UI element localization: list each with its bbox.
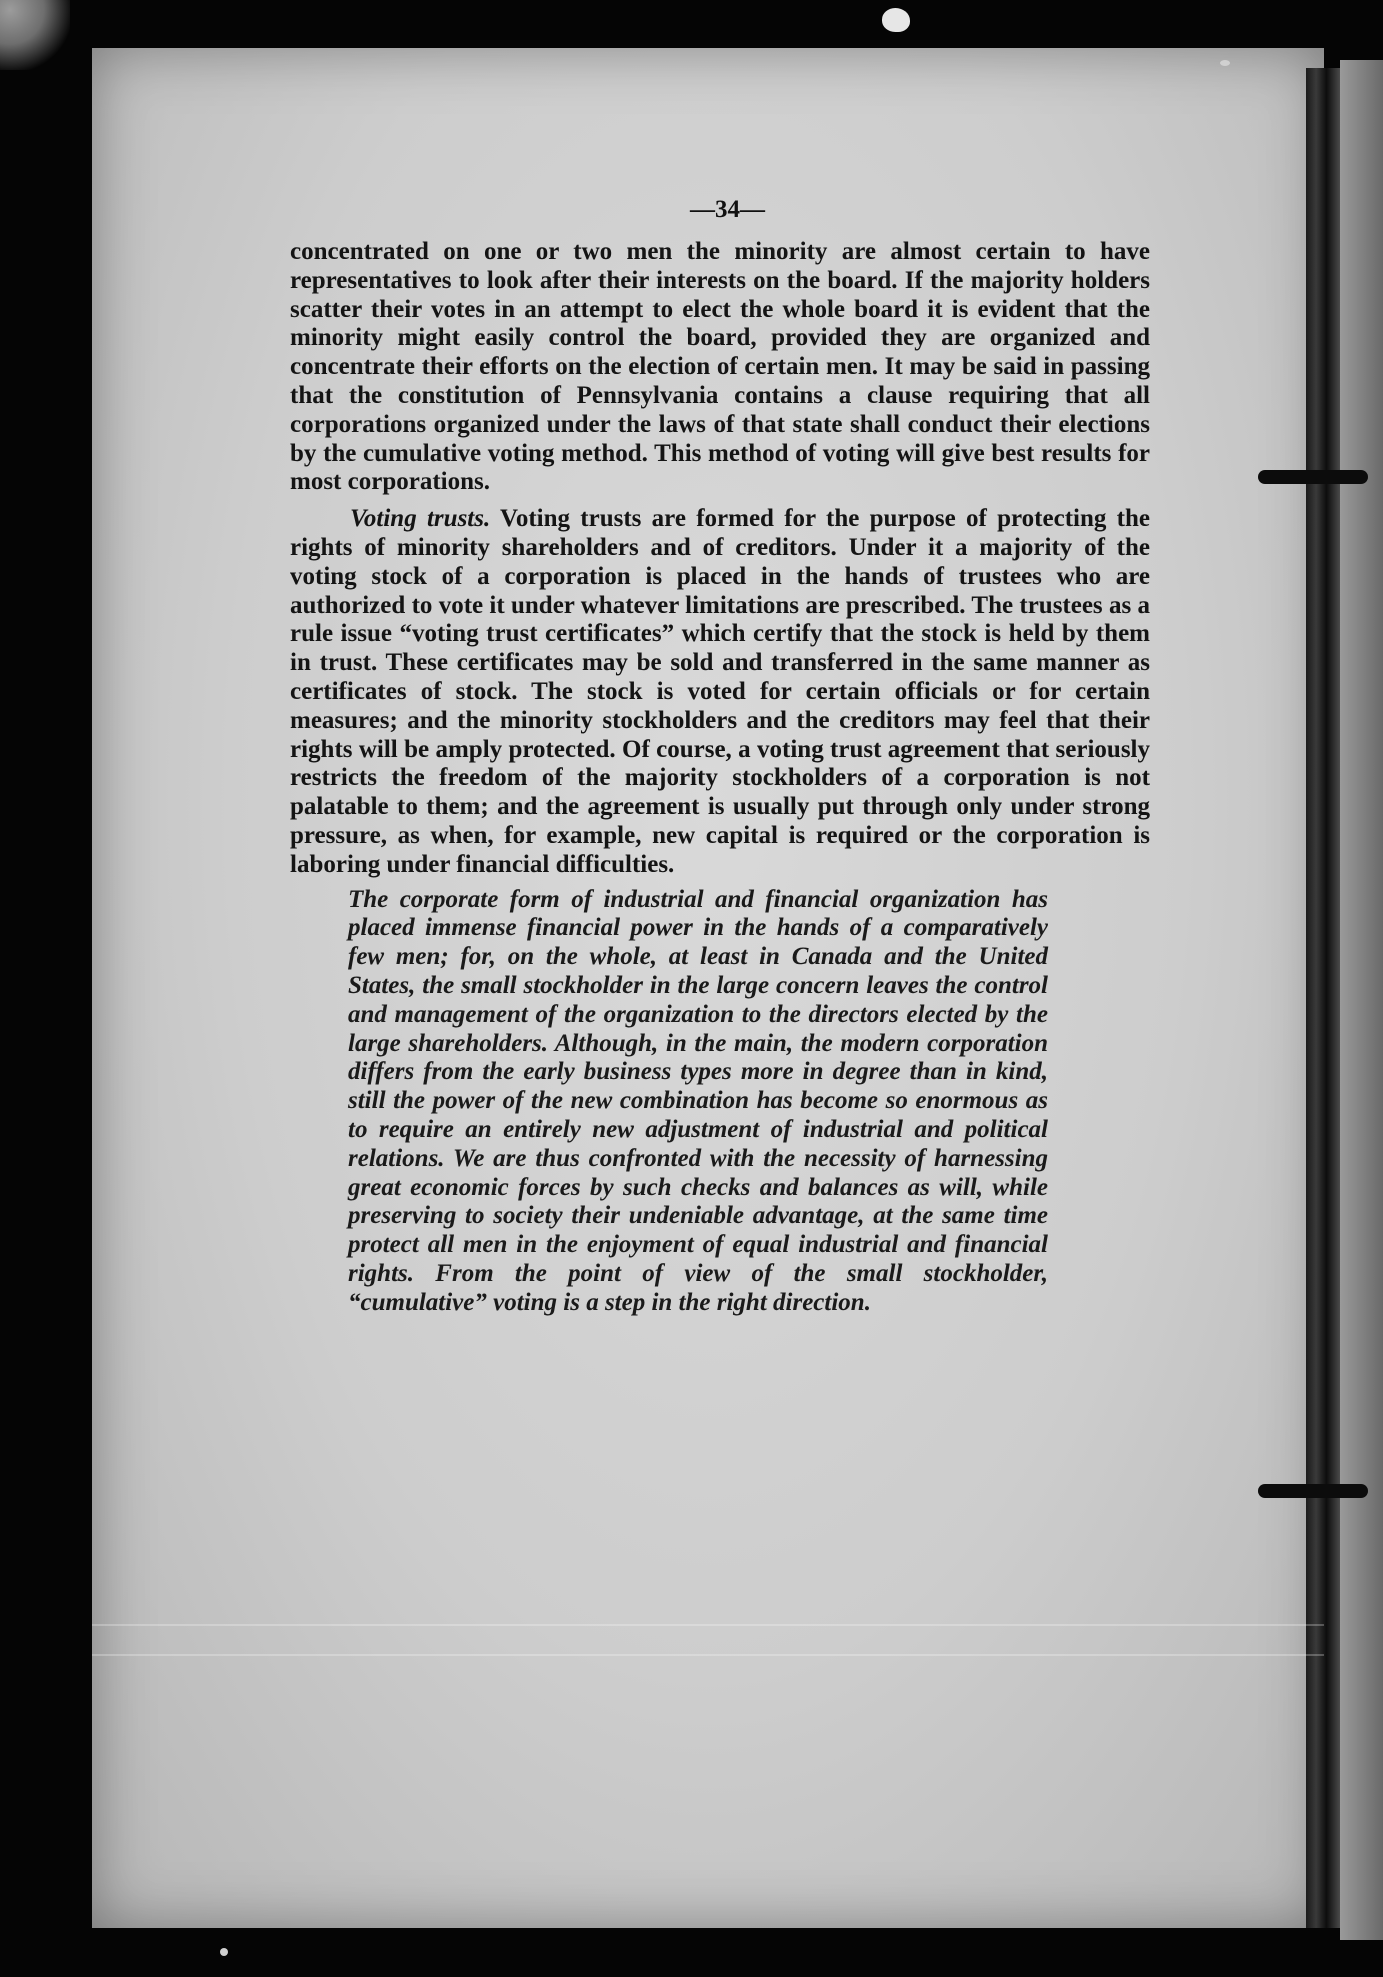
scan-blot-artifact bbox=[882, 8, 910, 32]
scan-line-artifact bbox=[92, 1654, 1324, 1656]
paragraph-text: Voting trusts are formed for the purpose of protecting the rights of minority shareholders and of creditors. Under it a majority of the voting stock of a corporation is placed in the hands of trustees who are authorized to vote it under whatever limitations are prescribed. The trustees as a rule issue “voting trust certificates” which certify that the stock is held by them in trust. These certificates may be sold and transferred in the same manner as certificates of stock. The stock is voted for certain officials or for certain measures; and the minority stockholders and the creditors may feel that their rights will be amply protected. Of course, a voting trust agreement that seriously restricts the freedom of the majority stockholders of a corporation is not palatable to them; and the agreement is usually put through only under strong pressure, as when, for example, new capital is required or the corporation is laboring under financial difficulties. bbox=[290, 505, 1150, 878]
scan-speck-artifact bbox=[1220, 60, 1230, 66]
body-paragraph: concentrated on one or two men the minority are almost certain to have representatives to look after their interests on the board. If the majority holders scatter their votes in an attempt to elect the whole board it is evident that the minority might easily control the board, provided they are organized and concentrate their efforts on the election of certain men. It may be said in passing that the constitution of Pennsylvania contains a clause requiring that all corporations organized under the laws of that state shall conduct their elections by the cumulative voting method. This method of voting will give best results for most corporations. bbox=[290, 238, 1150, 496]
scan-corner-artifact bbox=[0, 0, 70, 70]
binding-clip-upper bbox=[1258, 470, 1368, 484]
next-page-edge bbox=[1340, 60, 1383, 1940]
page-body bbox=[290, 238, 1150, 1317]
section-run-in-heading: Voting trusts. bbox=[350, 505, 491, 533]
binding-clip-lower bbox=[1258, 1484, 1368, 1498]
page-number: —34— bbox=[690, 196, 765, 223]
scan-speck-artifact bbox=[220, 1948, 228, 1956]
binding-gutter bbox=[1306, 68, 1340, 1928]
body-paragraph bbox=[290, 505, 1150, 879]
block-quotation: The corporate form of industrial and financial organization has placed immense financial power in the hands of a comparatively few men; for, on the whole, at least in Canada and the United States, the small stockholder in the large concern leaves the control and management of the organization to the directors elected by the large shareholders. Although, in the main, the modern corporation differs from the early business types more in degree than in kind, still the power of the new combination has become so enormous as to require an entirely new adjustment of industrial and political relations. We are thus confronted with the necessity of harnessing great economic forces by such checks and balances as will, while preserving to society their undeniable advantage, at the same time protect all men in the enjoyment of equal industrial and financial rights. From the point of view of the small stockholder, “cumulative” voting is a step in the right direction. bbox=[348, 885, 1048, 1316]
scan-line-artifact bbox=[92, 1624, 1324, 1626]
